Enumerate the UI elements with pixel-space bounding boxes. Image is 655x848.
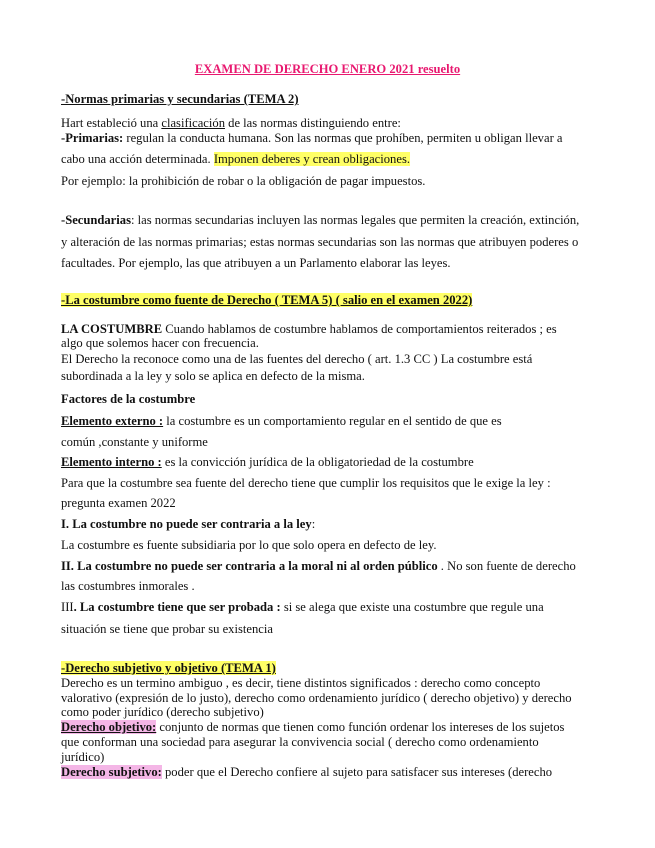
highlighted-term: Derecho subjetivo:	[61, 765, 162, 779]
paragraph-line: -Secundarias: las normas secundarias incluyen las normas legales que permiten la creación, extinción,	[61, 213, 580, 227]
paragraph-line: que conforman una sociedad para asegurar la convivencia social ( derecho como ordenamiento	[61, 735, 539, 749]
paragraph-line: situación se tiene que probar su existencia	[61, 622, 273, 636]
paragraph-line: El Derecho la reconoce como una de las fuentes del derecho ( art. 1.3 CC ) La costumbre está	[61, 352, 533, 366]
paragraph-line: común ,constante y uniforme	[61, 435, 208, 449]
paragraph-line: Derecho subjetivo: poder que el Derecho confiere al sujeto para satisfacer sus intereses (derecho	[61, 765, 553, 779]
paragraph-line: valorativo (expresión de lo justo), derecho como ordenamiento jurídico ( derecho objetivo) y derecho	[61, 691, 572, 705]
paragraph-line: facultades. Por ejemplo, las que atribuyen a un Parlamento elaborar las leyes.	[61, 256, 451, 270]
paragraph-line: Derecho es un termino ambiguo , es decir, tiene distintos significados : derecho como concepto	[61, 676, 541, 690]
section-heading-costumbre: -La costumbre como fuente de Derecho ( TEMA 5) ( salio en el examen 2022)	[61, 293, 473, 307]
section-heading-normas: -Normas primarias y secundarias (TEMA 2)	[61, 92, 299, 106]
paragraph-line: I. La costumbre no puede ser contraria a la ley:	[61, 517, 316, 531]
paragraph-line: algo que solemos hacer con frecuencia.	[61, 336, 259, 350]
paragraph-line: como poder jurídico (derecho subjetivo)	[61, 705, 264, 719]
paragraph-line: Derecho objetivo: conjunto de normas que tienen como función ordenar los intereses de los sujetos	[61, 720, 565, 734]
highlighted-term: Derecho objetivo:	[61, 720, 157, 734]
paragraph-line: cabo una acción determinada. Imponen deberes y crean obligaciones.	[61, 152, 410, 166]
paragraph-line: jurídico)	[61, 750, 105, 764]
paragraph-line: subordinada a la ley y solo se aplica en defecto de la misma.	[61, 369, 365, 383]
paragraph-line: Elemento interno : es la convicción jurídica de la obligatoriedad de la costumbre	[61, 455, 474, 469]
subheading-factores: Factores de la costumbre	[61, 392, 196, 406]
paragraph-line: Elemento externo : la costumbre es un comportamiento regular en el sentido de que es	[61, 414, 502, 428]
document-title: EXAMEN DE DERECHO ENERO 2021 resuelto	[194, 62, 461, 76]
paragraph-line: III. La costumbre tiene que ser probada : si se alega que existe una costumbre que regule una	[61, 600, 544, 614]
paragraph-line: pregunta examen 2022	[61, 496, 176, 510]
paragraph-line: -Primarias: regulan la conducta humana. Son las normas que prohíben, permiten u obligan llevar a	[61, 131, 563, 145]
paragraph-line: Hart estableció una clasificación de las normas distinguiendo entre:	[61, 116, 401, 130]
paragraph-line: LA COSTUMBRE Cuando hablamos de costumbre hablamos de comportamientos reiterados ; es	[61, 322, 557, 336]
paragraph-line: y alteración de las normas primarias; estas normas secundarias son las normas que atribuyen poderes o	[61, 235, 579, 249]
highlighted-text: Imponen deberes y crean obligaciones.	[213, 152, 410, 166]
section-heading-derecho: -Derecho subjetivo y objetivo (TEMA 1)	[61, 661, 276, 675]
paragraph-line: II. La costumbre no puede ser contraria a la moral ni al orden público . No son fuente de derecho	[61, 559, 576, 573]
paragraph-line: Para que la costumbre sea fuente del derecho tiene que cumplir los requisitos que le exige la ley :	[61, 476, 551, 490]
paragraph-line: Por ejemplo: la prohibición de robar o la obligación de pagar impuestos.	[61, 174, 426, 188]
paragraph-line: las costumbres inmorales .	[61, 579, 195, 593]
paragraph-line: La costumbre es fuente subsidiaria por lo que solo opera en defecto de ley.	[61, 538, 437, 552]
